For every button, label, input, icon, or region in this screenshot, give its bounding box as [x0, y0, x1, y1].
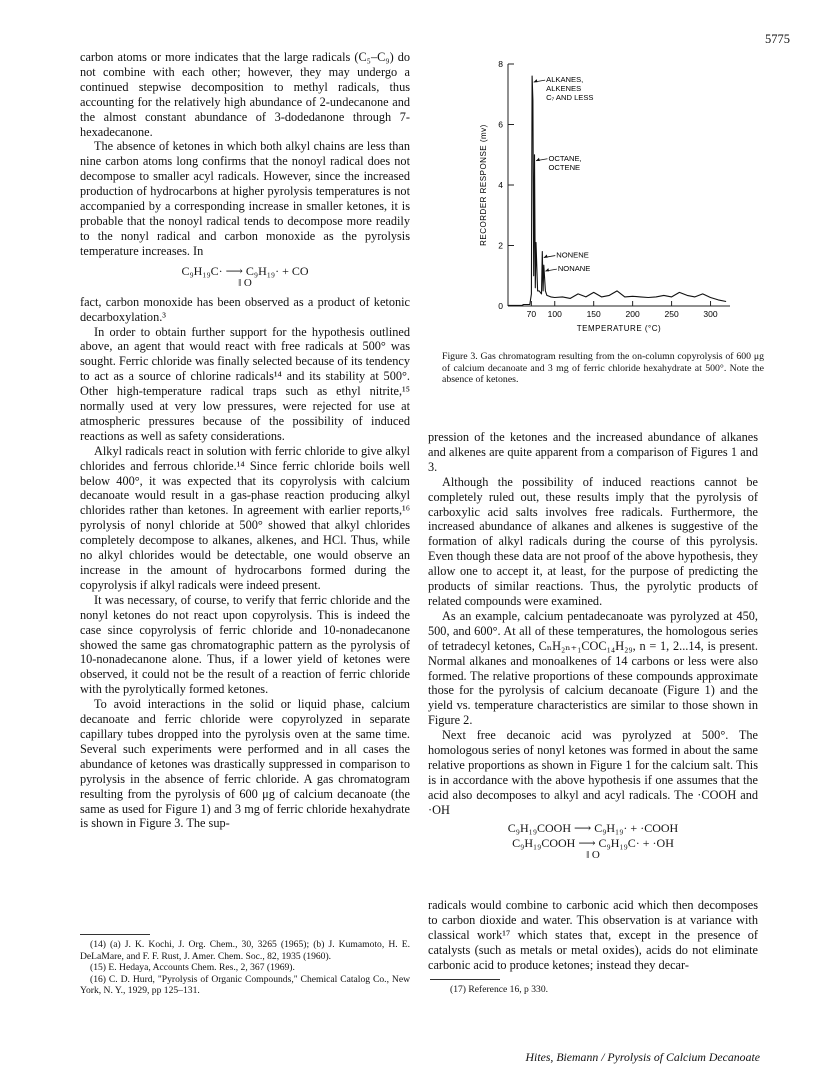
x-tick-label: 200 — [625, 309, 640, 319]
body-paragraph: To avoid interactions in the solid or liquid phase, calcium decanoate and ferric chloride were copyrolyzed in separate capillary tubes dropped into the pyrolysis oven at the same time. Several such experiments were performed and in all cases the abundance of ketones was drastically suppressed in comparison to pyrolysis in the absence of ferric chloride. A gas chromatogram resulting from the pyrolysis of 600 μg of calcium decanoate (the same as used for Figure 1) and 3 mg of ferric chloride hexahydrate is shown in Figure 3. The sup- — [80, 697, 410, 831]
body-paragraph: Alkyl radicals react in solution with ferric chloride to give alkyl chlorides and ferrous chloride.¹⁴ Since ferric chloride boils well below 400°, it was expected that its copyrolysis with calcium decanoate would result in a gas-phase reaction producing alkyl chlorides rather than ketones. In agreement with earlier reports,¹⁶ pyrolysis of nonyl chloride at 500° showed that alkyl chlorides completely decompose to alkanes, alkenes, and HCl. Thus, while no alkyl chlorides would be detectable, one would observe an increase in the amount of hydrocarbons formed during the copyrolysis if alkyl radicals were indeed present. — [80, 443, 410, 592]
equation-text: C₉H₁₉COOH ⟶ C₉H₁₉· + ·COOH — [507, 820, 679, 835]
x-tick-label: 300 — [703, 309, 718, 319]
y-tick-label: 4 — [498, 180, 503, 190]
figure-caption: Figure 3. Gas chromatogram resulting from the on-column copyrolysis of 600 μg of calcium decanoate and 3 mg of ferric chloride hexahydrate at 500°. Note the absence of ketones. — [442, 351, 764, 386]
equation-acid-2 — [428, 837, 758, 861]
body-paragraph: Although the possibility of induced reactions cannot be completely ruled out, these results imply that the pyrolysis of carboxylic acid salts involves free radicals. Furthermore, the increased abundance of alkanes and alkenes is suggestive of the formation of alkyl radicals during the course of this pyrolysis. Even though these data are not proof of the above hypothesis, they allow one to accept it, at least, for the purpose of predicting the products of similar reactions. Thus, the pyrolytic products of related compounds were examined. — [428, 474, 758, 608]
chromatogram-svg — [438, 52, 768, 348]
annotation-arrowhead — [545, 268, 549, 271]
footnote-rule — [80, 934, 150, 935]
peak-annotation-label: ALKENES — [546, 84, 582, 94]
body-paragraph: Next free decanoic acid was pyrolyzed at 500°. The homologous series of nonyl ketones was formed in about the same relative proportions as shown in Figure 1 for the calcium salt. This is in accordance with the above hypothesis if one assumes that the acid also decomposes to alkyl and acyl radicals. The ·COOH and ·OH — [428, 728, 758, 817]
body-paragraph: As an example, calcium pentadecanoate was pyrolyzed at 450, 500, and 600°. At all of these temperatures, the homologous series of tetradecyl ketones, CₙH₂ₙ₊₁COC₁₄H₂₉, n = 1, 2...14, is present. Normal alkanes and monoalkenes of 14 carbons or less were also formed. The relative proportions of these compounds approximate those for the pyrolysis of calcium decanoate (Figure 1) and the yield vs. temperature characteristics are similar to those shown in Figure 2. — [428, 608, 758, 728]
peak-annotation-label: NONANE — [557, 264, 591, 274]
right-footnote — [440, 984, 760, 996]
x-tick-label: 250 — [664, 309, 679, 319]
x-tick-label: 150 — [586, 309, 601, 319]
left-column — [80, 50, 410, 831]
y-tick-label: 0 — [498, 301, 503, 311]
y-axis-label: RECORDER RESPONSE (mv) — [479, 124, 488, 246]
equation-acid-1 — [428, 822, 758, 835]
peak-annotation-label: ALKANES, — [546, 75, 584, 85]
body-paragraph: The absence of ketones in which both alkyl chains are less than nine carbon atoms long confirms that the nonoyl radical does not decompose to smaller acyl radicals. However, since the increased production of hydrocarbons at higher pyrolysis temperatures is not accompanied by a corresponding increase in smaller ketones, it is probable that the nonoyl radical tends to decompose more readily to the nonyl radical and carbon monoxide as the pyrolysis temperature increases. In — [80, 139, 410, 258]
chromatogram-trace — [508, 76, 726, 305]
x-tick-label: 70 — [526, 309, 537, 319]
footnote: (17) Reference 16, p 330. — [450, 984, 549, 995]
equation-text: C₉H₁₉C· ⟶ C₉H₁₉· + CO — [181, 263, 309, 278]
body-paragraph: radicals would combine to carbonic acid which then decomposes to carbon dioxide and water. This observation is at variance with classical work¹⁷ which states that, except in the presence of catalysts (such as metals or metal oxides), acids do not eliminate carbonic acid to produce ketones; instead they decar- — [428, 898, 758, 972]
carbonyl-mark: ‖ O — [586, 848, 600, 861]
footnote: (15) E. Hedaya, Accounts Chem. Res., 2, 367 (1969). — [90, 962, 295, 974]
body-paragraph: It was necessary, of course, to verify that ferric chloride and the nonyl ketones do not react upon copyrolysis. This is indeed the case since copyrolysis of ferric chloride and 10-nonadecanone showed the same gas chromatographic pattern as the pyrolysis of 10-nonadecanone alone. Thus, if a lower yield of ketones were observed, it could not be the result of a reaction of ferric chloride with the pyrolytically formed ketones. — [80, 592, 410, 697]
running-footer: Hites, Biemann / Pyrolysis of Calcium Decanoate — [525, 1050, 760, 1064]
body-paragraph: In order to obtain further support for the hypothesis outlined above, an agent that would react with free radicals at 500° was sought. Ferric chloride was finally selected because of its tendency to act as a source of chlorine radicals¹⁴ and its stability at 500°. Other high-temperature radical traps such as ethyl nitrite,¹⁵ normally used at very low pressures, were rejected for use at atmospheric pressures because of the possibility of induced reactions as well as safety considerations. — [80, 324, 410, 443]
y-tick-label: 2 — [498, 240, 503, 251]
equation-decarbonylation — [80, 265, 410, 289]
footnote: (16) C. D. Hurd, "Pyrolysis of Organic Compounds," Chemical Catalog Co., New York, N. Y., 1929, pp 125–131. — [80, 973, 410, 997]
right-column — [428, 430, 758, 867]
annotation-arrowhead — [544, 255, 548, 258]
body-paragraph: fact, carbon monoxide has been observed as a product of ketonic decarboxylation.³ — [80, 294, 410, 324]
annotation-arrowhead — [534, 79, 538, 82]
equation-text: C₉H₁₉COOH ⟶ C₉H₁₉C· + ·OH — [512, 835, 674, 850]
peak-annotation-label: NONENE — [556, 250, 589, 260]
right-column-continued — [428, 898, 758, 973]
x-axis-label: TEMPERATURE (°C) — [576, 324, 662, 333]
body-paragraph: pression of the ketones and the increased abundance of alkanes and alkenes are quite apparent from a comparison of Figures 1 and 3. — [428, 430, 758, 474]
annotation-arrowhead — [536, 158, 540, 161]
peak-annotation-label: C₇ AND LESS — [546, 93, 594, 103]
peak-annotation-label: OCTANE, — [548, 153, 582, 163]
footnote: (14) (a) J. K. Kochi, J. Org. Chem., 30, 3265 (1965); (b) J. Kumamoto, H. E. DeLaMare, and F. F. Rust, J. Amer. Chem. Soc., 82, 1935 (1960). — [80, 939, 410, 962]
left-footnotes — [80, 939, 410, 997]
page-number: 5775 — [765, 32, 790, 46]
x-tick-label: 100 — [547, 309, 562, 319]
footnote-rule — [430, 979, 500, 980]
peak-annotation-label: OCTENE — [548, 162, 581, 172]
y-tick-label: 8 — [498, 59, 503, 69]
figure-3-chart — [438, 52, 768, 348]
body-paragraph: carbon atoms or more indicates that the large radicals (C₅–C₉) do not combine with each other; however, they may undergo a continued stepwise decomposition to methyl radicals, thus accounting for the relatively high abundance of 2-undecanone and the almost constant abundance of 3-dodedanone through 7-hexadecanone. — [80, 50, 410, 139]
carbonyl-mark: ‖ O — [238, 276, 252, 289]
y-tick-label: 6 — [498, 119, 503, 130]
